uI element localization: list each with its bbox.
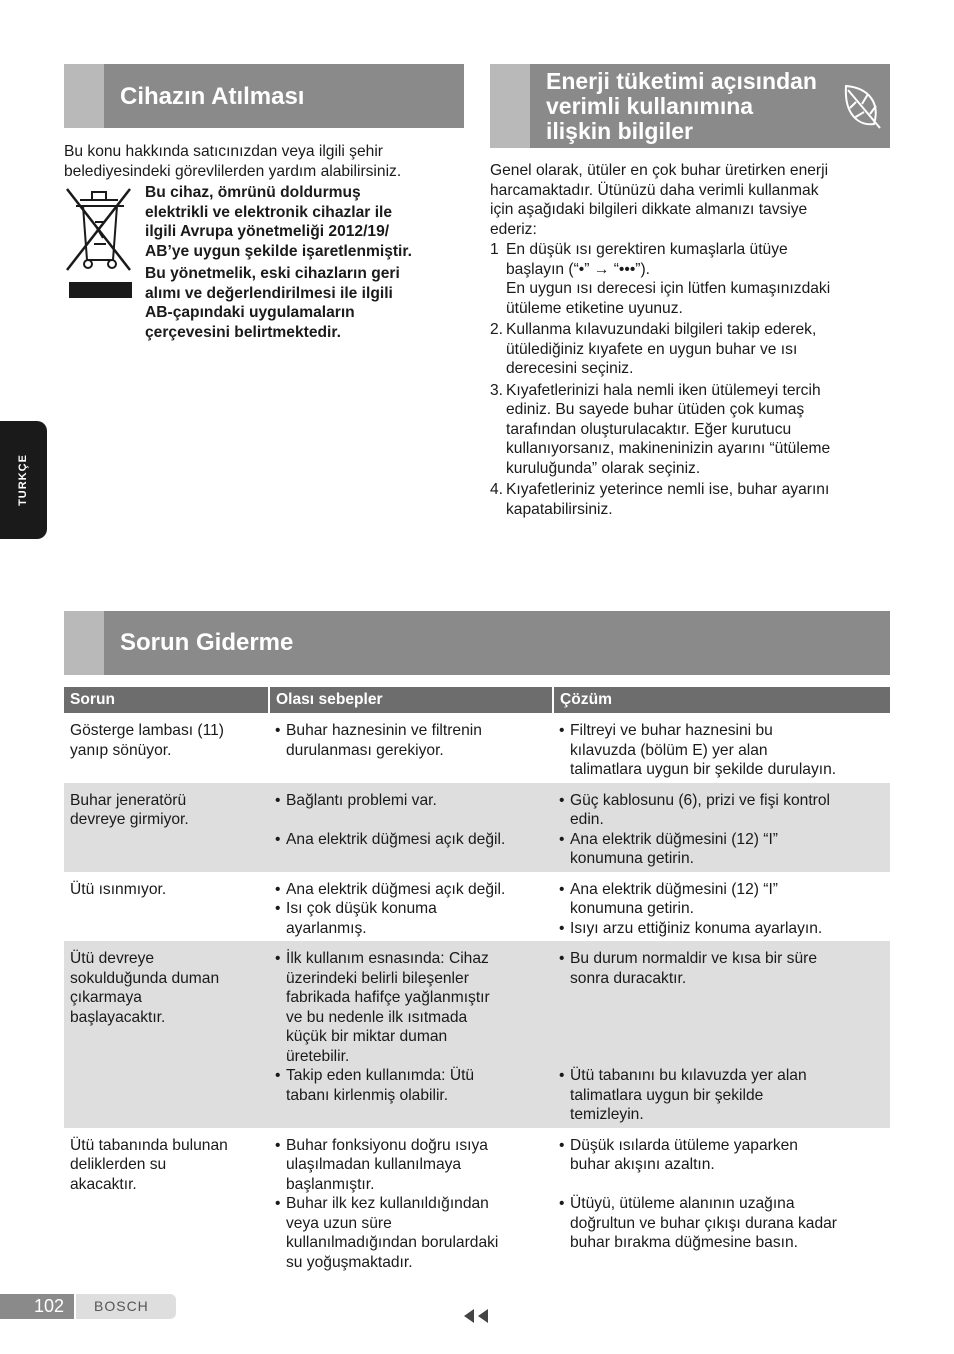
list-item: 2. Kullanma kılavuzundaki bilgileri takip ederek, ütülediğiniz kıyafete en uygun buhar ve ısı derecesini seçiniz. bbox=[490, 321, 817, 377]
troubleshooting-header bbox=[64, 611, 890, 675]
list-item: 3. Kıyafetlerinizi hala nemli iken ütülemeyi tercih ediniz. Bu sayede buhar ütüden çok kumaş tarafından oluşturulacaktır. Eğer kurutucu kullanıyorsanız, makineninizin ayarını “ütüleme kuruluğunda” olarak seçiniz. bbox=[490, 381, 831, 477]
disposal-title: Cihazın Atılması bbox=[120, 83, 305, 110]
brand-label: BOSCH bbox=[76, 1294, 176, 1319]
causes-cell: • Buhar haznesinin ve filtrenin durulanması gerekiyor. bbox=[269, 713, 553, 783]
disposal-directive-text: Bu cihaz, ömrünü doldurmuş elektrikli ve elektronik cihazlar ile ilgili Avrupa yönetmeliği 2012/19/ AB’ye uygun şekilde işaretlenmiştir. Bu yönetmelik, eski cihazların geri alımı ve değerlendirilmesi ile ilgili AB-çapındaki uygulamaların çerçevesini belirtmektedir. bbox=[145, 184, 412, 341]
table-row bbox=[64, 941, 890, 1128]
column-header-causes: Olası sebepler bbox=[269, 687, 553, 713]
table-row bbox=[64, 713, 890, 783]
energy-title: Enerji tüketimi açısından verimli kullanımına ilişkin bilgiler bbox=[546, 68, 817, 144]
solutions-cell: • Güç kablosunu (6), prizi ve fişi kontrol edin. • Ana elektrik düğmesini (12) “I” konumuna getirin. bbox=[553, 783, 890, 872]
problem-cell: Ütü tabanında bulunan deliklerden su akacaktır. bbox=[70, 1136, 228, 1193]
problem-cell: Gösterge lambası (11) yanıp sönüyor. bbox=[70, 722, 224, 759]
causes-cell: • Bağlantı problemi var. • Ana elektrik düğmesi açık değil. bbox=[269, 783, 553, 872]
language-side-tab bbox=[0, 421, 47, 539]
language-label: TURKÇE bbox=[17, 454, 29, 506]
table-row bbox=[64, 1128, 890, 1276]
causes-cell: • Ana elektrik düğmesi açık değil. • Isı çok düşük konuma ayarlanmış. bbox=[269, 872, 553, 942]
disposal-header bbox=[64, 64, 464, 128]
energy-header bbox=[490, 64, 890, 148]
double-left-arrow-icon[interactable] bbox=[462, 1308, 490, 1324]
disposal-intro: Bu konu hakkında satıcınızdan veya ilgili şehir belediyesindeki görevlilerden yardım alabilirsiniz. bbox=[64, 143, 402, 180]
energy-tips-list bbox=[490, 240, 890, 519]
troubleshooting-table bbox=[64, 687, 890, 1275]
solutions-cell: • Düşük ısılarda ütüleme yaparken buhar akışını azaltın. • Ütüyü, ütüleme alanının uzağına doğrultun ve buhar çıkışı durana kadar buhar bırakma düğmesine basın. bbox=[553, 1128, 890, 1276]
problem-cell: Ütü devreye sokulduğunda duman çıkarmaya başlayacaktır. bbox=[64, 941, 269, 1128]
list-item: 1 En düşük ısı gerektiren kumaşlarla ütüye başlayın (“•” → “•••”). En uygun ısı derecesi için lütfen kumaşınızdaki ütüleme etiketine uyunuz. bbox=[490, 241, 831, 317]
column-header-problem: Sorun bbox=[64, 687, 269, 713]
causes-cell: • İlk kullanım esnasında: Cihaz üzerindeki belirli bileşenler fabrikada hafifçe yağlanmıştır ve bu nedenle ilk ısıtmada küçük bir miktar duman üretebilir. • Takip eden kullanımda: Ütü tabanı kirlenmiş olabilir. bbox=[269, 941, 553, 1128]
problem-cell: Buhar jeneratörü devreye girmiyor. bbox=[64, 783, 269, 872]
page-number: 102 bbox=[0, 1294, 74, 1319]
list-item: 4. Kıyafetleriniz yeterince nemli ise, buhar ayarını kapatabilirsiniz. bbox=[490, 481, 830, 518]
energy-intro: Genel olarak, ütüler en çok buhar üretirken enerji harcamaktadır. Ütünüzü daha verimli kullanmak için aşağıdaki bilgileri dikkate almanızı tavsiye ederiz: bbox=[490, 162, 829, 238]
table-row bbox=[64, 872, 890, 942]
causes-cell: • Buhar fonksiyonu doğru ısıya ulaşılmadan kullanılmaya başlanmıştır. • Buhar ilk kez kullanıldığından veya uzun süre kullanılmadığından borulardaki su yoğuşmaktadır. bbox=[269, 1128, 553, 1276]
solutions-cell: • Filtreyi ve buhar haznesini bu kılavuzda (bölüm E) yer alan talimatlara uygun bir şekilde durulayın. bbox=[553, 713, 890, 783]
problem-cell: Ütü ısınmıyor. bbox=[70, 880, 167, 898]
weee-crossed-bin-icon bbox=[64, 184, 136, 304]
table-row bbox=[64, 783, 890, 872]
solutions-cell: • Ana elektrik düğmesini (12) “I” konumuna getirin. • Isıyı arzu ettiğiniz konuma ayarlayın. bbox=[553, 872, 890, 942]
solutions-cell: • Bu durum normaldir ve kısa bir süre sonra duracaktır. • Ütü tabanını bu kılavuzda yer alan talimatlara uygun bir şekilde temizleyin. bbox=[553, 941, 890, 1128]
leaf-icon bbox=[840, 82, 884, 132]
troubleshooting-title: Sorun Giderme bbox=[120, 629, 294, 656]
column-header-solution: Çözüm bbox=[553, 687, 890, 713]
